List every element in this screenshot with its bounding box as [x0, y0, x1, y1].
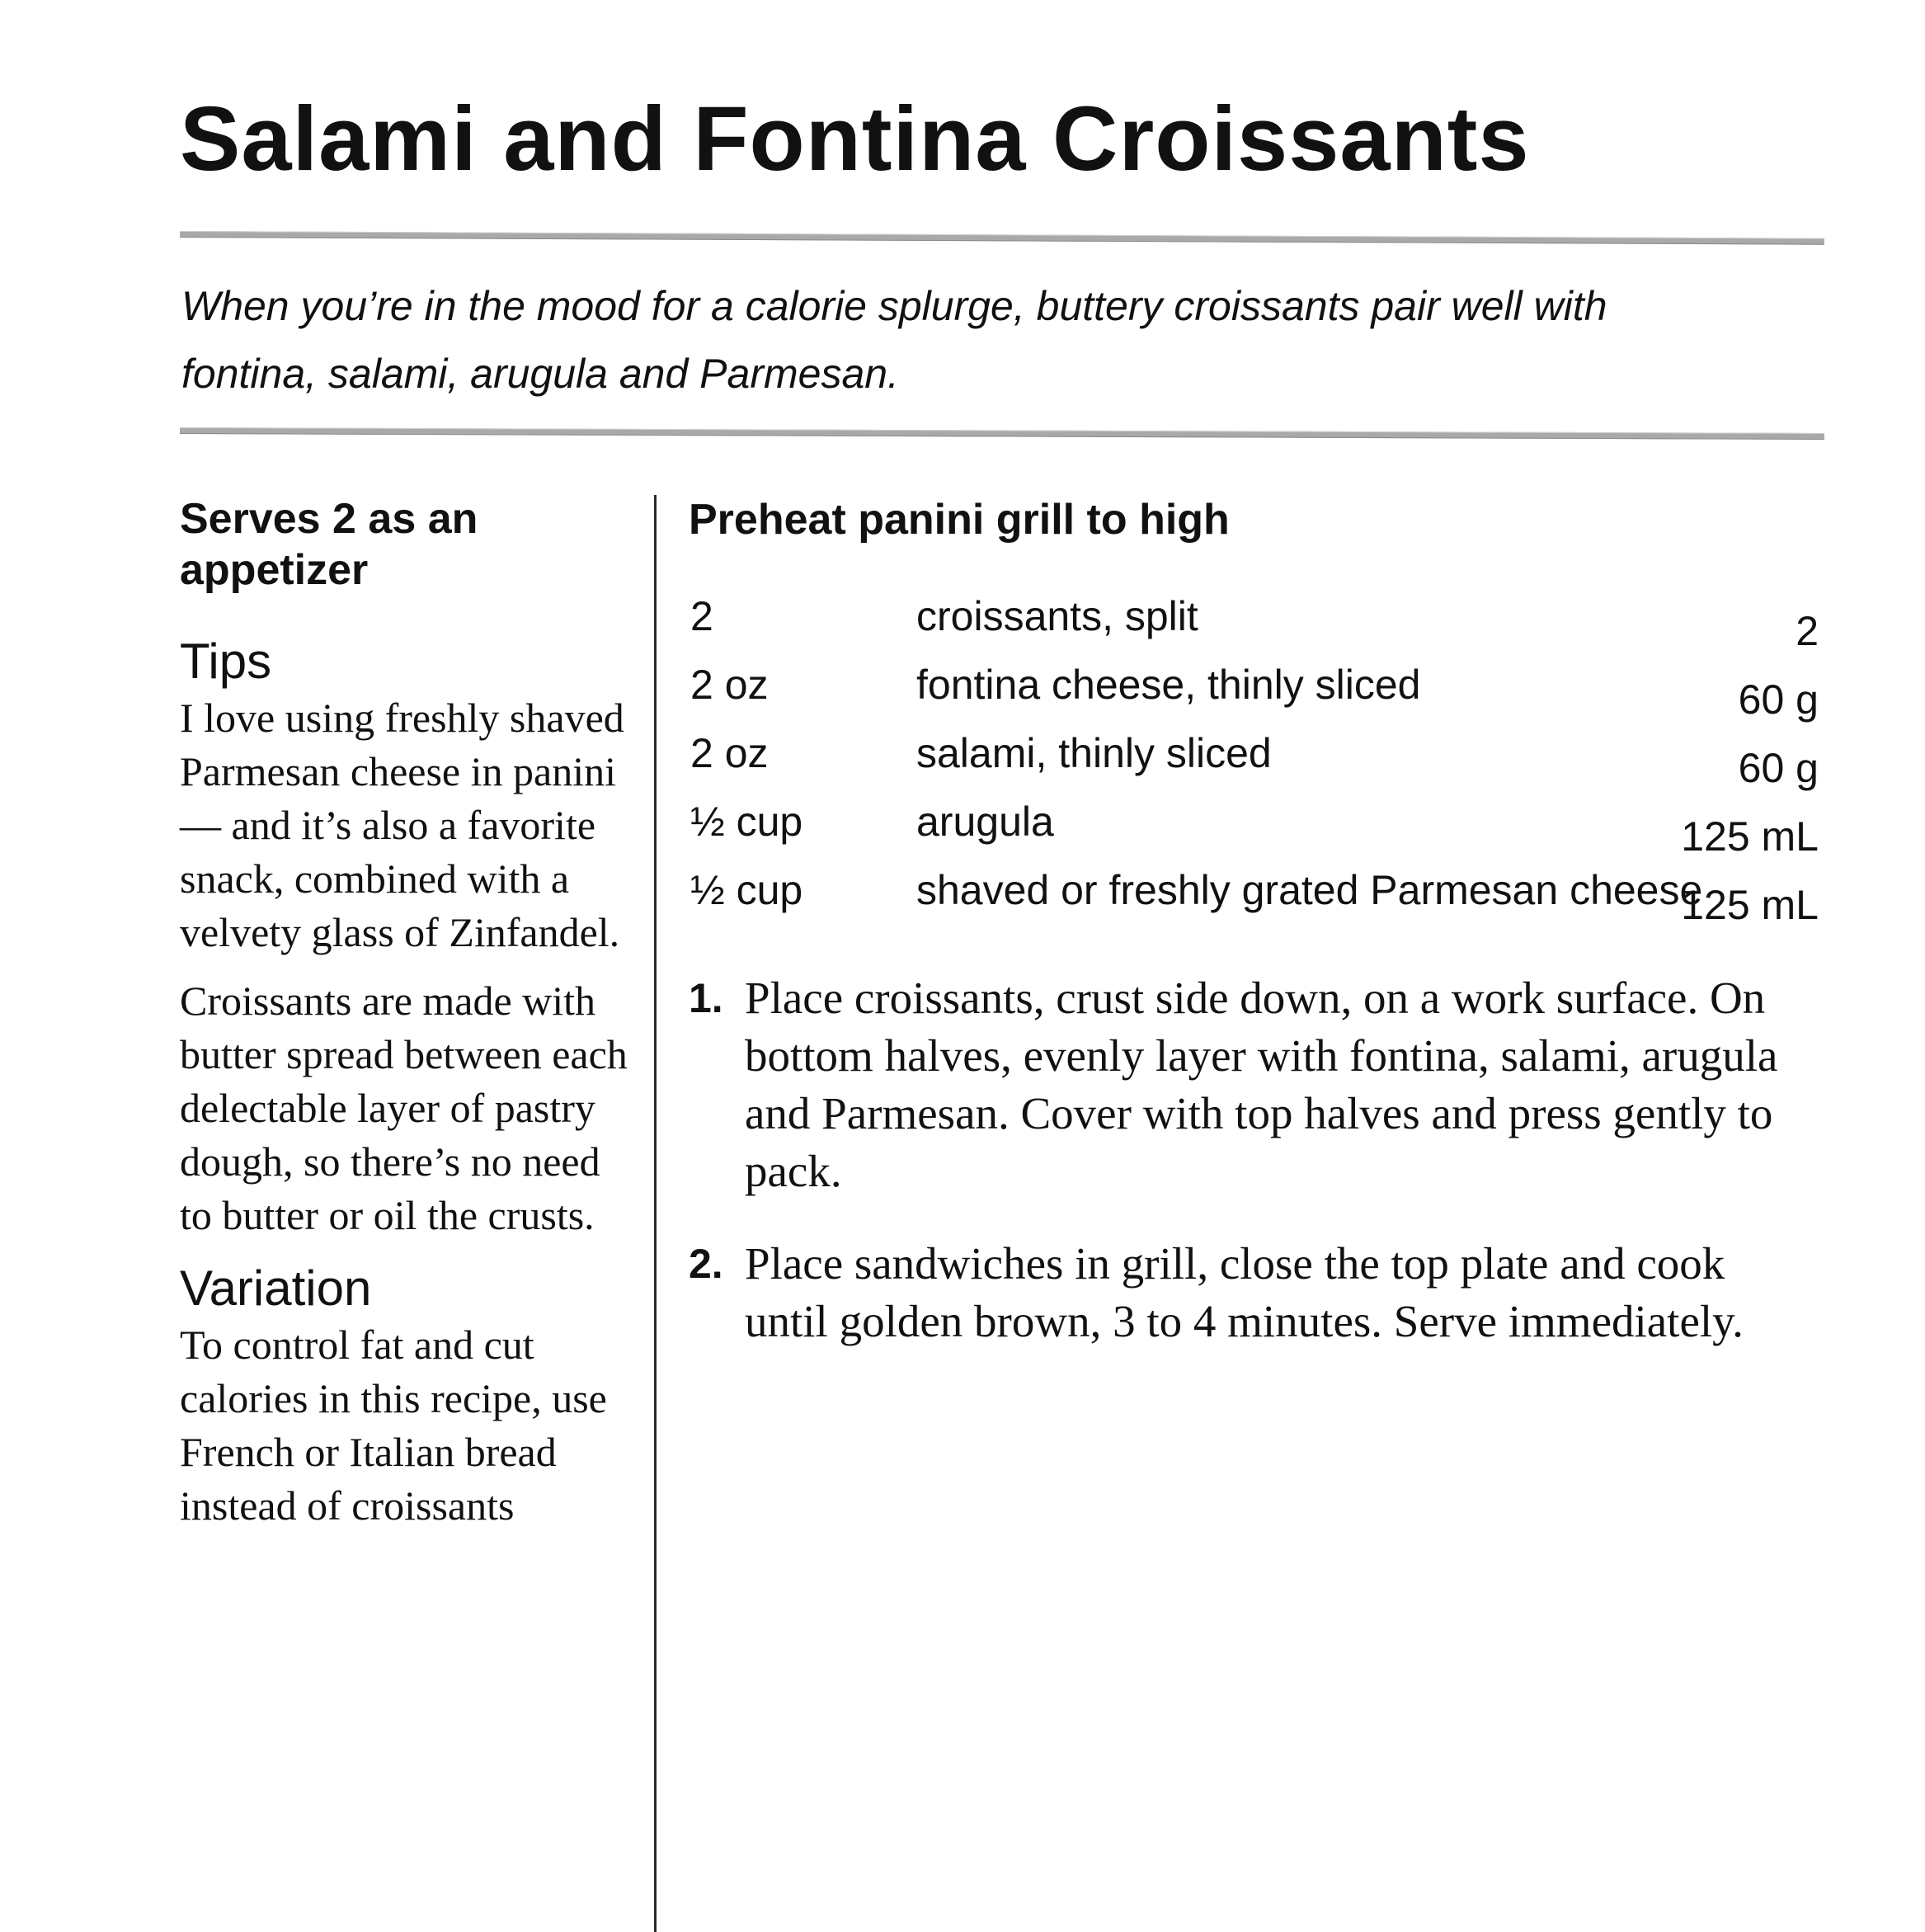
ingredient-metric: 2: [1796, 608, 1819, 654]
method-step: [689, 1235, 1819, 1350]
ingredient-name: shaved or freshly grated Parmesan cheese: [916, 867, 1703, 913]
tip-paragraph: Croissants are made with butter spread between each delectable layer of pastry dough, so there’s no need to butter or oil the crusts.: [180, 978, 628, 1238]
ingredient-row: [689, 582, 1819, 654]
step-number: 1.: [689, 975, 723, 1021]
ingredient-row: [689, 651, 1819, 723]
ingredient-name: croissants, split: [916, 593, 1198, 639]
sidebar: [180, 493, 629, 1533]
tip-paragraph: I love using freshly shaved Parmesan cheese in panini — and it’s also a favorite snack, combined with a velvety glass of Zinfandel.: [180, 695, 624, 955]
ingredient-amount: ½ cup: [690, 799, 803, 845]
ingredient-amount: ½ cup: [690, 867, 803, 913]
ingredient-metric: 125 mL: [1681, 882, 1819, 928]
step-number: 2.: [689, 1241, 723, 1287]
step-text: Place sandwiches in grill, close the top plate and cook until golden brown, 3 to 4 minutes. Serve immediately.: [745, 1238, 1744, 1346]
ingredient-name: fontina cheese, thinly sliced: [916, 662, 1421, 708]
step-text: Place croissants, crust side down, on a work surface. On bottom halves, evenly layer with fontina, salami, arugula and Parmesan. Cover with top halves and press gently to pack.: [745, 973, 1778, 1196]
ingredient-metric: 60 g: [1738, 745, 1819, 791]
recipe-title: Salami and Fontina Croissants: [180, 88, 1530, 190]
top-divider: [180, 231, 1824, 245]
ingredient-row: [689, 719, 1819, 791]
column-divider: [654, 495, 657, 1932]
ingredient-amount: 2 oz: [690, 730, 769, 776]
ingredient-metric: 60 g: [1738, 676, 1819, 723]
preheat-instruction: Preheat panini grill to high: [689, 496, 1230, 544]
serves-text: Serves 2 as an appetizer: [180, 495, 478, 594]
ingredient-name: salami, thinly sliced: [916, 730, 1272, 776]
ingredient-row: [689, 788, 1819, 860]
ingredient-amount: 2 oz: [690, 662, 769, 708]
ingredient-row: [689, 856, 1819, 928]
tips-heading: Tips: [180, 634, 272, 689]
recipe-main: [689, 493, 1819, 1385]
method-steps: [689, 969, 1819, 1350]
ingredient-amount: 2: [690, 593, 713, 639]
ingredient-metric: 125 mL: [1681, 813, 1819, 860]
ingredient-name: arugula: [916, 799, 1054, 845]
variation-text: To control fat and cut calories in this recipe, use French or Italian bread instead of croissants: [180, 1322, 607, 1529]
variation-heading: Variation: [180, 1261, 372, 1316]
intro-divider: [180, 427, 1824, 440]
recipe-intro: When you’re in the mood for a calorie splurge, buttery croissants pair well with fontina, salami, arugula and Parmesan.: [181, 283, 1607, 397]
ingredient-list: [689, 582, 1819, 928]
method-step: [689, 969, 1819, 1200]
